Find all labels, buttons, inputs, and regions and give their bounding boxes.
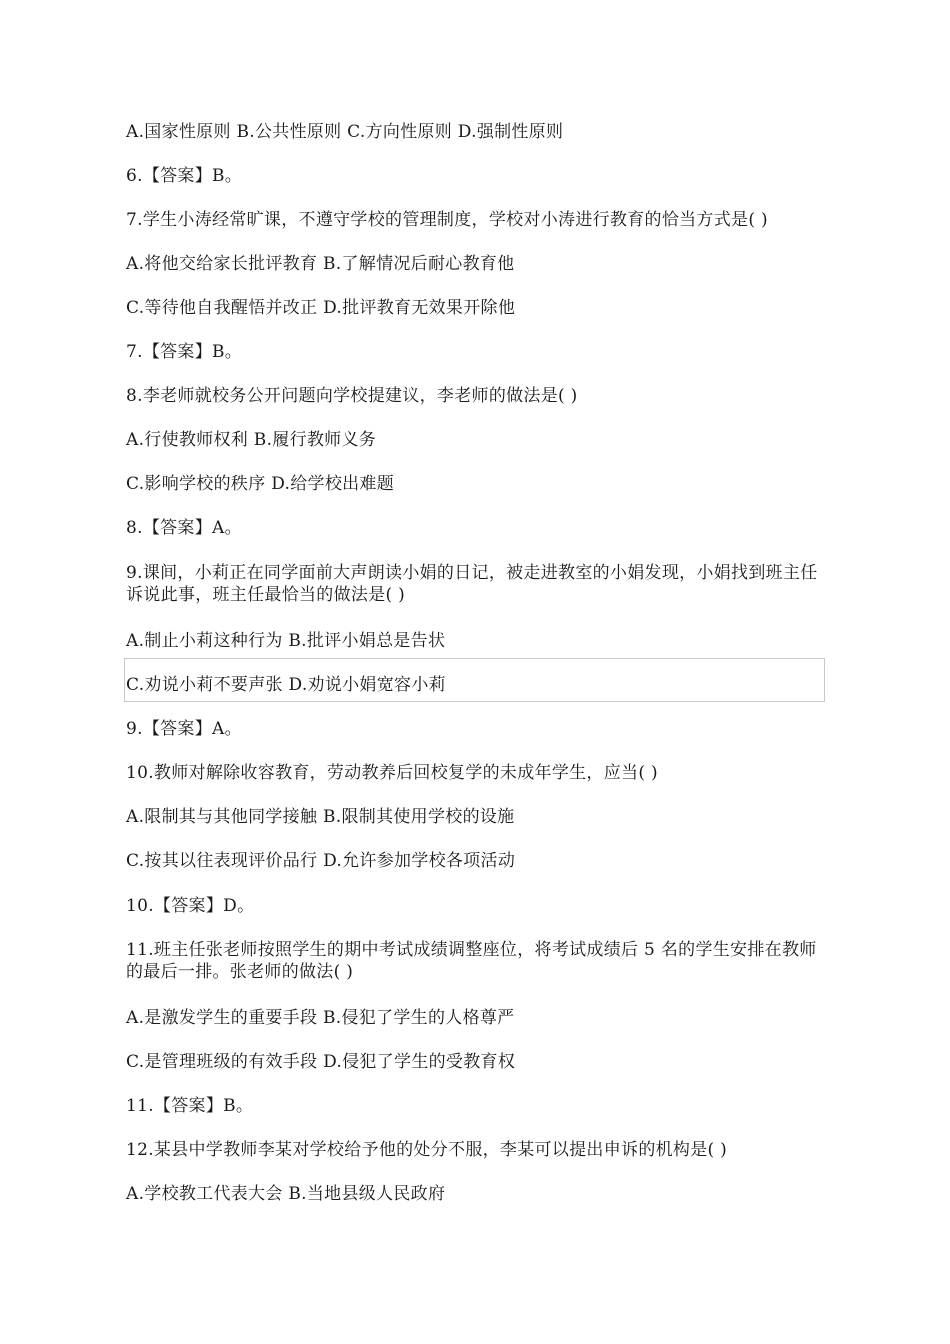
q7-options-ab: A.将他交给家长批评教育 B.了解情况后耐心教育他: [126, 254, 515, 274]
q9-answer: 9.【答案】A。: [126, 719, 242, 739]
q8-answer: 8.【答案】A。: [126, 518, 242, 538]
q10-options-ab: A.限制其与其他同学接触 B.限制其使用学校的设施: [126, 807, 515, 827]
q11-options-cd: C.是管理班级的有效手段 D.侵犯了学生的受教育权: [126, 1052, 516, 1072]
q8-question: 8.李老师就校务公开问题向学校提建议，李老师的做法是( ): [126, 386, 578, 406]
q9-question: 9.课间，小莉正在同学面前大声朗读小娟的日记，被走进教室的小娟发现，小娟找到班主任诉说此事，班主任最恰当的做法是( ): [126, 563, 818, 605]
q12-options-ab: A.学校教工代表大会 B.当地县级人民政府: [126, 1184, 446, 1204]
q11-answer: 11.【答案】B。: [126, 1096, 254, 1116]
q8-options-ab: A.行使教师权利 B.履行教师义务: [126, 430, 377, 450]
q12-question: 12.某县中学教师李某对学校给予他的处分不服，李某可以提出申诉的机构是( ): [126, 1140, 728, 1160]
q11-options-ab: A.是激发学生的重要手段 B.侵犯了学生的人格尊严: [126, 1008, 515, 1028]
q7-options-cd: C.等待他自我醒悟并改正 D.批评教育无效果开除他: [126, 298, 516, 318]
q7-question: 7.学生小涛经常旷课，不遵守学校的管理制度，学校对小涛进行教育的恰当方式是( ): [126, 210, 768, 230]
q7-answer: 7.【答案】B。: [126, 342, 243, 362]
q11-question: 11.班主任张老师按照学生的期中考试成绩调整座位，将考试成绩后 5 名的学生安排在教师的最后一排。张老师的做法( ): [126, 940, 817, 982]
q6-answer: 6.【答案】B。: [126, 166, 243, 186]
q8-options-cd: C.影响学校的秩序 D.给学校出难题: [126, 474, 395, 494]
q10-answer: 10.【答案】D。: [126, 896, 255, 916]
q10-options-cd: C.按其以往表现评价品行 D.允许参加学校各项活动: [126, 851, 516, 871]
q9-options-ab: A.制止小莉这种行为 B.批评小娟总是告状: [126, 631, 446, 651]
q10-question: 10.教师对解除收容教育，劳动教养后回校复学的未成年学生，应当( ): [126, 763, 658, 783]
q9-options-cd: C.劝说小莉不要声张 D.劝说小娟宽容小莉: [126, 675, 446, 695]
q5-options: A.国家性原则 B.公共性原则 C.方向性原则 D.强制性原则: [126, 122, 564, 142]
